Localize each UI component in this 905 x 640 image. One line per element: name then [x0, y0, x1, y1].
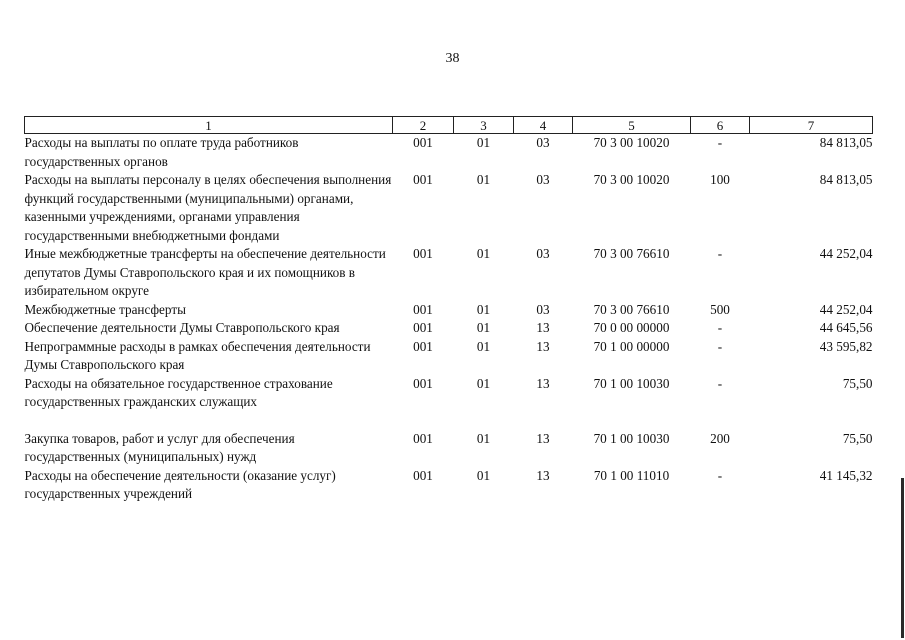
row-name: Расходы на обязательное государственное страхование государственных гражданских служащих	[24, 375, 333, 409]
table-row	[25, 467, 873, 504]
table-row	[25, 430, 873, 467]
row-subsection: 13	[536, 467, 550, 483]
row-amount: 75,50	[842, 430, 873, 446]
blank-cell	[25, 412, 873, 430]
table-row	[25, 375, 873, 412]
column-header: 7	[750, 117, 873, 134]
column-header: 6	[691, 117, 750, 134]
row-subsection: 03	[536, 135, 550, 150]
row-section: 01	[476, 338, 491, 354]
row-code: 001	[413, 375, 433, 391]
row-code: 001	[413, 338, 433, 354]
column-header: 2	[393, 117, 454, 134]
row-subsection: 13	[536, 320, 550, 335]
row-section: 01	[476, 375, 491, 391]
row-subsection: 03	[536, 246, 550, 261]
row-code: 001	[413, 320, 433, 335]
row-amount: 84 813,05	[819, 135, 873, 150]
table-row	[25, 134, 873, 172]
row-expense-type: 100	[710, 172, 730, 187]
row-name: Расходы на выплаты персоналу в целях обеспечения выполнения функций государственными (муниципальными) органами, казенными учреждениями, органами управления государственными внебюджетными фондами	[24, 172, 392, 243]
row-target-article: 70 1 00 11010	[593, 467, 670, 483]
row-section: 01	[476, 172, 491, 187]
row-name: Межбюджетные трансферты	[24, 301, 186, 317]
row-code: 001	[413, 301, 433, 317]
row-code: 001	[413, 430, 433, 446]
row-code: 001	[413, 172, 433, 187]
row-name: Непрограммные расходы в рамках обеспечения деятельности Думы Ставропольского края	[24, 338, 371, 372]
row-subsection: 03	[536, 172, 550, 187]
row-target-article: 70 3 00 76610	[593, 246, 670, 261]
row-expense-type: -	[717, 467, 723, 483]
scan-edge-mark	[901, 478, 904, 638]
row-name: Расходы на обеспечение деятельности (оказание услуг) государственных учреждений	[24, 467, 336, 501]
column-header: 1	[25, 117, 393, 134]
page-number: 38	[445, 51, 460, 66]
row-section: 01	[476, 135, 491, 150]
row-section: 01	[476, 430, 491, 446]
row-subsection: 13	[536, 375, 550, 391]
row-amount: 44 645,56	[819, 320, 873, 335]
row-section: 01	[476, 246, 491, 261]
row-section: 01	[476, 320, 491, 335]
row-expense-type: 200	[710, 430, 730, 446]
row-expense-type: -	[717, 320, 723, 335]
table-row	[25, 171, 873, 245]
row-target-article: 70 3 00 10020	[593, 172, 670, 187]
row-subsection: 13	[536, 338, 550, 354]
row-subsection: 13	[536, 430, 550, 446]
row-amount: 44 252,04	[819, 246, 873, 261]
row-target-article: 70 1 00 10030	[593, 430, 670, 446]
budget-table	[24, 116, 873, 504]
row-amount: 41 145,32	[819, 467, 873, 483]
table-row	[25, 301, 873, 320]
column-header: 5	[573, 117, 691, 134]
row-expense-type: -	[717, 338, 723, 354]
row-subsection: 03	[536, 301, 550, 317]
row-target-article: 70 3 00 10020	[593, 135, 670, 150]
table-row	[25, 319, 873, 338]
row-expense-type: -	[717, 246, 723, 261]
row-amount: 43 595,82	[819, 338, 873, 354]
row-section: 01	[476, 301, 491, 317]
row-name: Расходы на выплаты по оплате труда работников государственных органов	[24, 135, 299, 169]
row-amount: 84 813,05	[819, 172, 873, 187]
row-target-article: 70 1 00 00000	[593, 338, 670, 354]
row-code: 001	[413, 135, 433, 150]
row-expense-type: -	[717, 375, 723, 391]
column-header: 3	[454, 117, 514, 134]
table-row	[25, 338, 873, 375]
row-section: 01	[476, 467, 491, 483]
row-name: Обеспечение деятельности Думы Ставропольского края	[24, 320, 340, 335]
blank-row	[25, 412, 873, 430]
row-name: Иные межбюджетные трансферты на обеспечение деятельности депутатов Думы Ставропольского края и их помощников в избирательном округе	[24, 246, 386, 298]
row-target-article: 70 3 00 76610	[593, 301, 670, 317]
row-target-article: 70 1 00 10030	[593, 375, 670, 391]
row-amount: 44 252,04	[819, 301, 873, 317]
row-code: 001	[413, 467, 433, 483]
row-code: 001	[413, 246, 433, 261]
row-amount: 75,50	[842, 375, 873, 391]
header-row	[25, 117, 873, 134]
column-header: 4	[514, 117, 573, 134]
row-name: Закупка товаров, работ и услуг для обеспечения государственных (муниципальных) нужд	[24, 430, 295, 464]
row-expense-type: 500	[710, 301, 730, 317]
row-expense-type: -	[717, 135, 723, 150]
table-row	[25, 245, 873, 301]
row-target-article: 70 0 00 00000	[593, 320, 670, 335]
